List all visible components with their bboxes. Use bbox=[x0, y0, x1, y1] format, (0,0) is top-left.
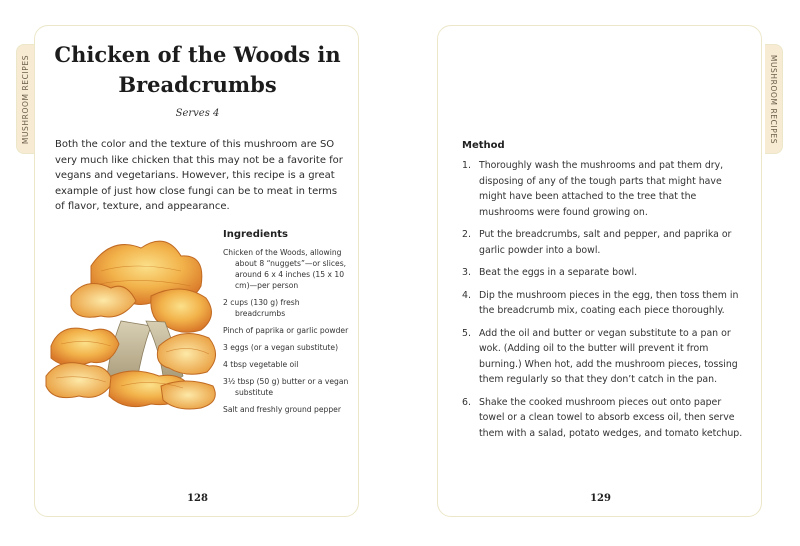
recipe-title bbox=[35, 40, 360, 100]
method-step bbox=[462, 227, 748, 258]
recipe-title-line-2: Breadcrumbs bbox=[118, 72, 277, 97]
step-text: Thoroughly wash the mushrooms and pat them dry, disposing of any of the tough parts that might have might have been attached to the tree that the mushrooms were found growing on. bbox=[479, 160, 724, 218]
method-step bbox=[462, 326, 748, 388]
side-tab-right-label: MUSHROOM RECIPES bbox=[769, 54, 779, 144]
step-text: Put the breadcrumbs, salt and pepper, and paprika or garlic powder into a bowl. bbox=[479, 229, 732, 256]
intro-paragraph: Both the color and the texture of this mushroom are SO very much like chicken that this may not be a favorite for vegans and vegetarians. However, this recipe is a great example of just how close fungi can be to meat in terms of flavor, texture, and appearance. bbox=[55, 139, 343, 212]
method-step bbox=[462, 395, 748, 442]
method-step bbox=[462, 265, 748, 281]
step-number: 1. bbox=[462, 160, 471, 171]
step-number: 3. bbox=[462, 267, 471, 278]
left-page bbox=[34, 25, 359, 517]
right-page bbox=[437, 25, 762, 517]
page-number-right: 129 bbox=[590, 493, 611, 504]
ingredient-item: 4 tbsp vegetable oil bbox=[223, 360, 299, 369]
step-text: Shake the cooked mushroom pieces out onto paper towel or a clean towel to absorb excess oil, then serve them with a salad, potato wedges, and tomato ketchup. bbox=[479, 396, 743, 439]
step-number: 4. bbox=[462, 289, 471, 301]
step-number: 6. bbox=[462, 396, 471, 408]
side-tab-left bbox=[16, 44, 34, 154]
step-text: Add the oil and butter or vegan substitute to a pan or wok. (Adding oil to the butter will prevent it from burning.) When hot, add the mushroom pieces, tossing them regularly so that they don’t catch in the pan. bbox=[479, 327, 738, 385]
recipe-title-line-1: Chicken of the Woods in bbox=[54, 42, 341, 67]
step-number: 5. bbox=[462, 327, 471, 339]
step-text: Beat the eggs in a separate bowl. bbox=[479, 267, 638, 278]
ingredient-item: 3½ tbsp (50 g) butter or a vegan substitute bbox=[223, 377, 349, 397]
ingredient-item: 3 eggs (or a vegan substitute) bbox=[223, 343, 339, 352]
ingredient-item: Pinch of paprika or garlic powder bbox=[223, 326, 349, 335]
ingredient-item: Chicken of the Woods, allowing about 8 “nuggets”—or slices, around 6 x 4 inches (15 x 10 cm)—per person bbox=[223, 248, 347, 290]
method-step bbox=[462, 158, 748, 220]
method-heading: Method bbox=[462, 140, 505, 151]
step-number: 2. bbox=[462, 229, 471, 240]
ingredients-list bbox=[223, 247, 351, 421]
ingredients-heading: Ingredients bbox=[223, 229, 288, 240]
side-tab-left-label: MUSHROOM RECIPES bbox=[21, 54, 31, 144]
ingredient-item: Salt and freshly ground pepper bbox=[223, 405, 341, 414]
ingredient-item: 2 cups (130 g) fresh breadcrumbs bbox=[223, 298, 300, 318]
method-step bbox=[462, 288, 748, 319]
serves-label: Serves 4 bbox=[175, 108, 220, 119]
side-tab-right bbox=[765, 44, 783, 154]
page-number-left: 128 bbox=[187, 493, 208, 504]
mushroom-illustration bbox=[41, 226, 223, 414]
method-steps bbox=[462, 158, 748, 448]
step-text: Dip the mushroom pieces in the egg, then toss them in the breadcrumb mix, coating each piece thoroughly. bbox=[479, 289, 739, 316]
